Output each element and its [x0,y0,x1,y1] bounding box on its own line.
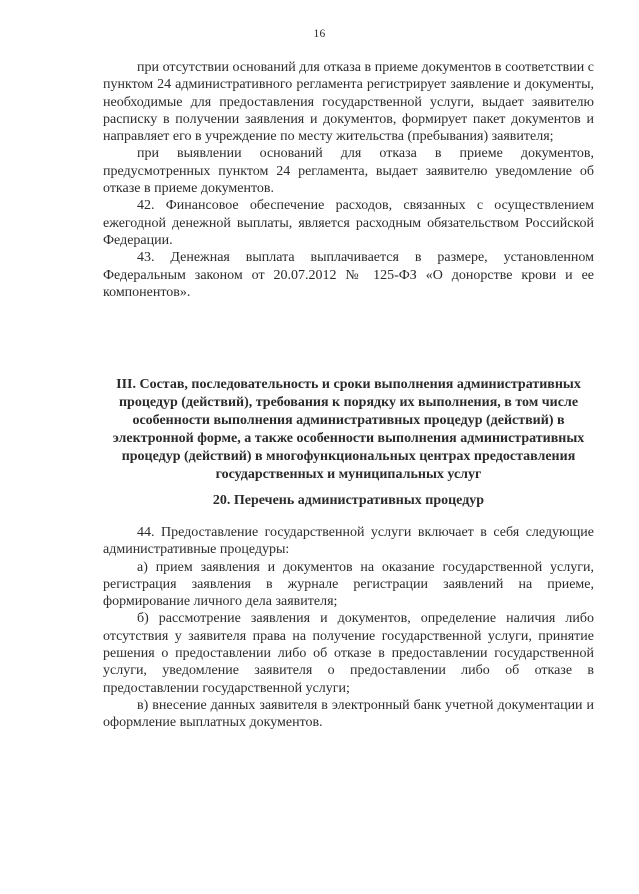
list-item-c: в) внесение данных заявителя в электронный банк учетной документации и оформление выплатных документов. [103,697,594,731]
subsection-heading: 20. Перечень административных процедур [212,493,485,508]
top-text-block [103,59,594,301]
list-item-b: б) рассмотрение заявления и документов, определение наличия либо отсутствия у заявителя права на получение государственной услуги, принятие решения о предоставлении либо об отказе в предоставлении государственной услуги, уведомление заявителя о предоставлении либо об отказе в предоставлении государственной услуги; [103,611,594,696]
paragraph-43: 43. Денежная выплата выплачивается в размере, установленном Федеральным законом от 20.07.2012 № 125-ФЗ «О донорстве крови и ее компонентов». [103,250,594,300]
list-item-a: а) прием заявления и документов на оказание государственной услуги, регистрация заявления в журнале регистрации заявлений на приеме, формирование личного дела заявителя; [103,559,594,610]
paragraph-refusal-notice: при выявлении оснований для отказа в приеме документов, предусмотренных пунктом 24 регламента, выдает заявителю уведомление об отказе в приеме документов. [103,146,594,197]
paragraph-registration: при отсутствии оснований для отказа в приеме документов в соответствии с пунктом 24 административного регламента регистрирует заявление и документы, необходимые для предоставления государственной услуги, выдает заявителю расписку в получении заявления и документов, формирует пакет документов и направляет его в учреждение по месту жительства (пребывания) заявителя; [103,60,594,145]
paragraph-42: 42. Финансовое обеспечение расходов, связанных с осуществлением ежегодной денежной выплаты, является расходным обязательством Российской Федерации. [103,198,594,248]
section-heading: III. Состав, последовательность и сроки выполнения административных процедур (действий), требования к порядку их выполнения, в том числе особенности выполнения административных процедур (действий) в электронной форме, а также особенности выполнения административных процедур (действий) в многофункциональных центрах предоставления государственных и муниципальных услуг [112,377,585,482]
paragraph-44: 44. Предоставление государственной услуги включает в себя следующие административные процедуры: [103,525,594,558]
bottom-text-block [103,524,594,732]
page-number: 16 [313,28,326,40]
